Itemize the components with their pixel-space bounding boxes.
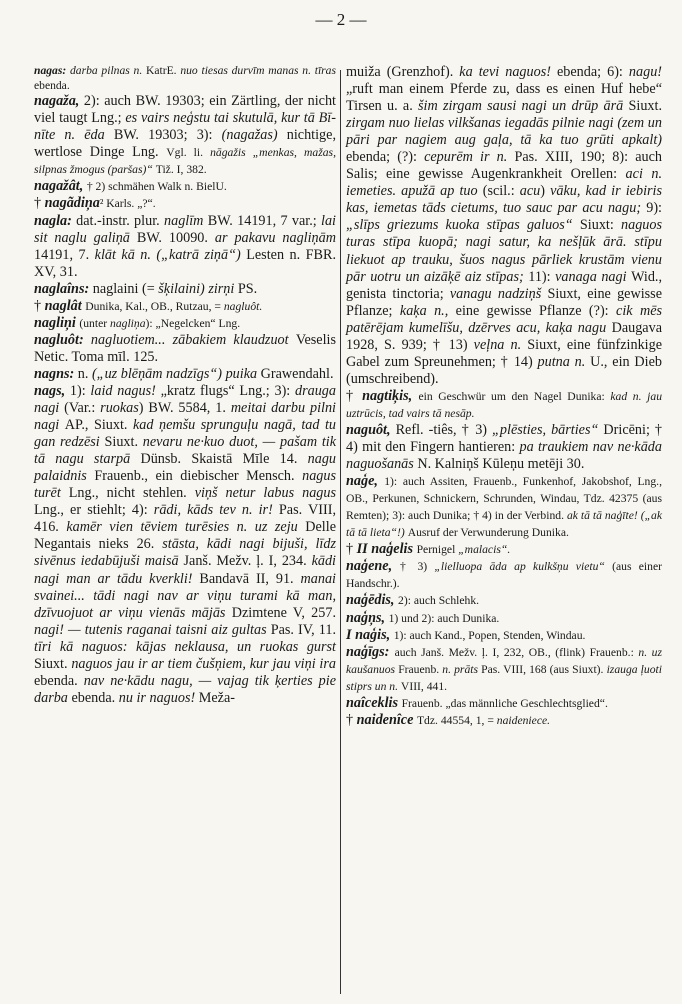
entry-text: ein Geschwür um den Nagel Dunika: [418, 389, 611, 403]
entry-text: izauga ļuoti stiprs un n. [346, 662, 662, 693]
entry-text: muiža (Grenzhof). [346, 64, 460, 80]
entry-text: Refl. -tiês, † 3) [395, 421, 493, 438]
entry-headword: nagaža, [34, 93, 84, 110]
entry-text: ebenda. [34, 672, 84, 689]
entry-headword: nagns: [34, 365, 78, 382]
entry-text: PS. [237, 280, 258, 297]
dictionary-entry [34, 93, 336, 178]
entry-text: ebenda; 6): [556, 64, 629, 80]
dictionary-entry [346, 610, 662, 627]
entry-text: † [34, 297, 45, 314]
entry-headword: nagas: [34, 64, 70, 77]
entry-text: vanaga nagi [555, 268, 632, 285]
entry-text: ka tevi naguos! [459, 64, 557, 80]
entry-text: Siuxt. [34, 655, 72, 672]
entry-text: auch Janš. Mežv. ļ. I, 232, OB., (flink) Frauenb.: [394, 645, 639, 659]
entry-text: klāt kā n. („katrā ziņā“) [94, 246, 247, 263]
dictionary-entry [346, 388, 662, 422]
entry-text: drauga nagi [34, 382, 336, 417]
entry-text: naguos jau ir ar tiem čušņiem, kur jau viņi ira [71, 655, 336, 672]
entry-text: cepurēm ir n. [424, 149, 515, 166]
dictionary-entry [346, 422, 662, 473]
entry-headword: naidenîce [356, 711, 417, 728]
dictionary-entry [34, 178, 336, 195]
entry-headword: nagažât, [34, 178, 87, 195]
column-divider [340, 70, 341, 994]
entry-text: aci n. iemeties. apužā ap tuo [346, 166, 662, 200]
entry-text: Pas. VIII, 416. [34, 502, 336, 536]
entry-text: pa traukiem nav ne·kāda naguošanās [346, 439, 662, 473]
entry-headword: nagãdiņa [44, 195, 100, 212]
entry-text: ebenda. [71, 689, 119, 706]
entry-text: Siuxt: [579, 217, 621, 234]
right-column [346, 64, 662, 729]
dictionary-entry [34, 315, 336, 332]
entry-text: Bandavā II, 91. [199, 570, 301, 587]
entry-text: ebenda. [34, 78, 70, 92]
entry-text: darba pilnas [69, 64, 134, 77]
entry-text: cik mēs patērējam kumelīšu, dzērves acu, kaķa nagu [346, 302, 663, 336]
entry-text: (aus einer Handschr.). [346, 560, 662, 591]
entry-text: kad n. jau uztrūcis, tad vairs tā nesāp. [346, 389, 663, 420]
entry-text: Delle Negantais nieks 26. [34, 519, 336, 553]
entry-text: Dricēni; † 4) mit den Fingern hantieren: [346, 421, 663, 456]
entry-text: tīri kā naguos: kājas neklausa, un ruokas gurst [34, 638, 336, 655]
left-column [34, 64, 336, 707]
dictionary-entry [346, 644, 662, 695]
dictionary-entry [34, 383, 336, 707]
entry-headword: naģīgs: [346, 643, 395, 660]
dictionary-entry [346, 558, 662, 592]
entry-text: AP., Siuxt. [64, 417, 133, 434]
entry-text: kaķa n., [399, 302, 456, 319]
entry-text: nagi! — tutenis raganai taisni aiz gultas [34, 621, 271, 638]
entry-text: BW. 14191, 7 var.; [207, 212, 322, 229]
entry-text: ak tā tā naģīte! („ak tā tā lieta“!) [346, 509, 663, 540]
entry-headword: II naģelis [356, 541, 417, 558]
entry-text: Pas. VIII, 168 (aus Siuxt). [481, 662, 607, 676]
entry-text: ) BW. 5584, 1. [138, 400, 231, 417]
entry-text: † [34, 195, 45, 212]
entry-text: vanagu nadziņš [449, 285, 548, 302]
entry-headword: nagtiķis, [362, 387, 419, 404]
entry-text: ): „Negelcken“ Lng. [145, 316, 241, 330]
entry-text: nu ir naguos! [118, 689, 199, 706]
entry-headword: naglât [44, 297, 86, 314]
entry-text: Dzimtene V, 257. [231, 604, 336, 621]
entry-text: BW. 10090. [136, 229, 215, 246]
entry-text: Lng., er stiehlt; 4): [34, 502, 154, 519]
entry-text: † [346, 541, 357, 558]
entry-text: „malacis“. [458, 543, 511, 557]
entry-text: laid nagus! [90, 382, 161, 399]
entry-text: ar pakavu nagliņām [214, 229, 336, 246]
entry-text: Daugava 1928, S. 939; † 13) [346, 319, 662, 353]
entry-text: manai svainei... tādi nagi nav ar viņu turami kā man, dzīvuojuot ar viņu vienās mājās [34, 570, 336, 621]
entry-text: BW. 19303; 3): [113, 127, 222, 144]
entry-text: viņš netur labus nagus [194, 485, 336, 502]
entry-text: Ausruf der Verwunderung Dunika. [407, 526, 569, 540]
entry-text: † 2) schmähen Walk n. BielU. [86, 180, 227, 194]
entry-text: veļna n. [473, 336, 528, 353]
entry-text: stāsta, kādi nagi bijuši, līdz sivēnus iedabūjuši maisā [34, 536, 336, 570]
entry-headword: I naģis, [346, 626, 394, 643]
entry-text: naguos turas stīpa kuopā; nagi satur, ka nešļūk ārā. stīpu liekuot ap trauku, šuos nagus pārliek krustām vienu pār uotru un aizāķē aiz stīpas; [346, 217, 662, 285]
entry-text: n. prāts [442, 662, 482, 676]
entry-text: 1): [69, 382, 91, 399]
entry-headword: naģe, [346, 473, 385, 490]
dictionary-entry [346, 712, 662, 729]
entry-text: 1) und 2): auch Dunika. [388, 611, 500, 625]
entry-text: nagluôt. [223, 299, 263, 313]
entry-text: Lng., nicht stehlen. [68, 485, 195, 502]
entry-text: dat.-instr. plur. [76, 212, 164, 229]
entry-text: kad ņemšu sprunguļu nagā, tad tu gan redzēsi [34, 417, 337, 451]
entry-text: ² Karls. „?“. [99, 197, 156, 211]
entry-text: rādi, kāds tev n. ir! [153, 502, 279, 519]
entry-text: Frauenb. „das männliche Geschlechtsglied“. [401, 696, 608, 710]
entry-text: „slīps griezums kuoka stīpas galuos“ [346, 217, 580, 234]
entry-text: ruokas [100, 400, 139, 417]
dictionary-entry [346, 64, 662, 388]
entry-text: 2): auch BW. 19303; ein Zärtling, der nicht viel taugt Lng.; [34, 93, 336, 127]
entry-text: † 3) [400, 560, 435, 574]
dictionary-entry [346, 592, 662, 609]
entry-text: † [346, 711, 357, 728]
entry-text: Frauenb. [398, 662, 443, 676]
entry-text: Lesten n. FBR. XV, 31. [34, 246, 337, 280]
entry-text: naglaini (= [92, 280, 159, 297]
entry-text: 1): auch Kand., Popen, Stenden, Windau. [393, 628, 586, 642]
entry-text: šim zirgam sausi nagi un drūp ārā [418, 98, 629, 115]
entry-text: „lielluopa āda ap kulkšņu vietu“ [434, 560, 613, 574]
entry-headword: naîceklis [346, 694, 402, 711]
entry-text: meitai darbu pilni nagi [34, 400, 336, 434]
entry-text: Dünsb. Skaistā Mīle 14. [140, 451, 308, 468]
entry-text: kādi nagi man ar tādu kverkli! [34, 553, 336, 587]
entry-text: (unter [79, 316, 111, 330]
entry-text: „ruft man einem Pferde zu, dass es einen Huf hebe“ Tirsen u. a. [346, 81, 662, 115]
dictionary-entry [346, 473, 662, 541]
entry-text: vāku, kad ir iebiris kas, iemetas tāds cietums, tuo sauc par acu nagu; [346, 183, 662, 217]
entry-headword: nagla: [34, 212, 77, 229]
dictionary-entry [346, 541, 662, 558]
entry-text: Tdz. 44554, 1, = [416, 713, 497, 727]
entry-text: Meža- [198, 689, 235, 706]
entry-text: 1): auch Assiten, Frauenb., Funkenhof, Jakobshof, Lng., OB., Perkunen, Schnickern, Schrunden, Windau, Tdz. 42375 (aus Remten); 3): auch Dunika; † 4) in der Verbind. [346, 475, 662, 523]
entry-text: (scil.: [482, 183, 520, 200]
dictionary-entry [346, 627, 662, 644]
entry-text: nuo tiesas durvīm manas n. tīras [180, 64, 336, 77]
dictionary-entry [34, 213, 336, 281]
page-number: — 2 — [315, 10, 367, 29]
entry-text: putna n. [537, 353, 591, 370]
entry-headword: nags, [34, 382, 70, 399]
entry-text: („uz blēņām nadzīgs“) puika [91, 365, 261, 382]
entry-text: U., ein Dieb (umschreibend). [346, 353, 662, 387]
entry-text: nagliņa [110, 316, 146, 330]
entry-text: Janš. Mežv. ļ. I, 234. [183, 553, 312, 570]
entry-text: 14191, 7. [34, 246, 95, 263]
entry-text: zirgam nuo lielas vilkšanas iegadās pilnie nagi (zem un pāri par nagiem aug gaļa, tā ka tuo grūti apkalt) [346, 115, 662, 149]
entry-text: Vgl. li. [166, 146, 211, 160]
entry-text: nagu palaidnis [34, 451, 336, 485]
entry-text: Tiž. I, 382. [155, 163, 207, 177]
entry-text: „kratz flugs“ Lng.; 3): [160, 382, 295, 399]
dictionary-entry [34, 366, 336, 383]
entry-text: ebenda; (?): [346, 149, 425, 166]
entry-text: „plēsties, bārties“ [492, 421, 604, 438]
entry-text: n. [77, 365, 92, 382]
entry-text: Siuxt, eine gewisse Pflanze; [346, 285, 662, 319]
entry-text: Siuxt, eine fünfzinkige Gabel zum Spreunehmen; † 14) [346, 336, 662, 370]
entry-text: acu [519, 183, 541, 200]
entry-text: 2): auch Schlehk. [398, 594, 480, 608]
entry-text: Grawendahl. [260, 365, 334, 382]
entry-headword: naģņs, [346, 609, 389, 626]
entry-text: nagus turēt [34, 468, 336, 502]
entry-text: 9): [646, 200, 662, 217]
entry-text: n. uz kaušanuos [346, 645, 663, 676]
entry-text: VIII, 441. [400, 679, 448, 693]
entry-text: nav ne·kādu nagu, — vajag tik ķerties pie darba [34, 672, 336, 706]
entry-text: nagluotiem... zābakiem klaudzuot [90, 331, 296, 348]
entry-text: Dunika, Kal., OB., Rutzau, = [85, 299, 224, 313]
entry-text: Pernigel [416, 543, 459, 557]
dictionary-entry [346, 695, 662, 712]
entry-headword: naguôt, [346, 421, 396, 438]
entry-text: ) [540, 183, 551, 200]
entry-text: nāgažis „menkas, mažas, silpnas žmogus (paršas)“ [34, 146, 336, 177]
entry-headword: nagluôt: [34, 331, 91, 348]
entry-text: Siuxt. [628, 98, 662, 115]
entry-text: Pas. XIII, 190; 8): auch Salis; eine gewisse Augenkrankheit Orellen: [346, 149, 662, 183]
entry-text: es vairs neģstu tai skutulā, kur tā Bīnīte n. ēda [34, 110, 336, 144]
entry-text: N. Kalniņš Kūleņu metēji 30. [417, 456, 585, 473]
entry-text: nichtige, wertlose Dinge Lng. [34, 127, 336, 161]
entry-text: kamēr vien tēviem turēsies n. uz zeju [66, 519, 306, 536]
entry-text: (nagažas) [221, 127, 287, 144]
dictionary-entry [34, 64, 336, 93]
entry-text: šķilaini) zirņi [158, 280, 238, 297]
entry-text: † [346, 387, 363, 404]
dictionary-entry [34, 298, 336, 315]
entry-headword: naģene, [346, 558, 401, 575]
entry-text: Wid., genista tinctoria; [346, 268, 663, 302]
dictionary-entry [34, 281, 336, 298]
entry-text: n. [133, 64, 146, 77]
entry-text: eine gewisse Pflanze (?): [455, 302, 617, 319]
entry-text: Veselis Netic. Toma mīl. 125. [34, 331, 337, 365]
entry-headword: naģēdis, [346, 592, 399, 609]
entry-text: 11): [528, 268, 556, 285]
entry-text: nagu! [628, 64, 663, 80]
entry-text: naideniece. [496, 713, 551, 727]
dictionary-entry [34, 332, 336, 366]
entry-text: Frauenb., ein diebischer Mensch. [94, 468, 303, 485]
dictionary-entry [34, 195, 336, 212]
entry-text: (Var.: [64, 400, 101, 417]
entry-headword: nagliņi [34, 314, 80, 331]
entry-text: lai sit naglu galiņā [34, 212, 336, 246]
entry-headword: naglaîns: [34, 280, 93, 297]
entry-text: KatrE. [145, 64, 181, 77]
entry-text: Pas. IV, 11. [270, 621, 337, 638]
entry-text: Siuxt. [104, 434, 143, 451]
entry-text: naglīm [164, 212, 208, 229]
entry-text: nevaru ne·kuo duot, — pašam tik tā nagu starpā [34, 434, 337, 468]
